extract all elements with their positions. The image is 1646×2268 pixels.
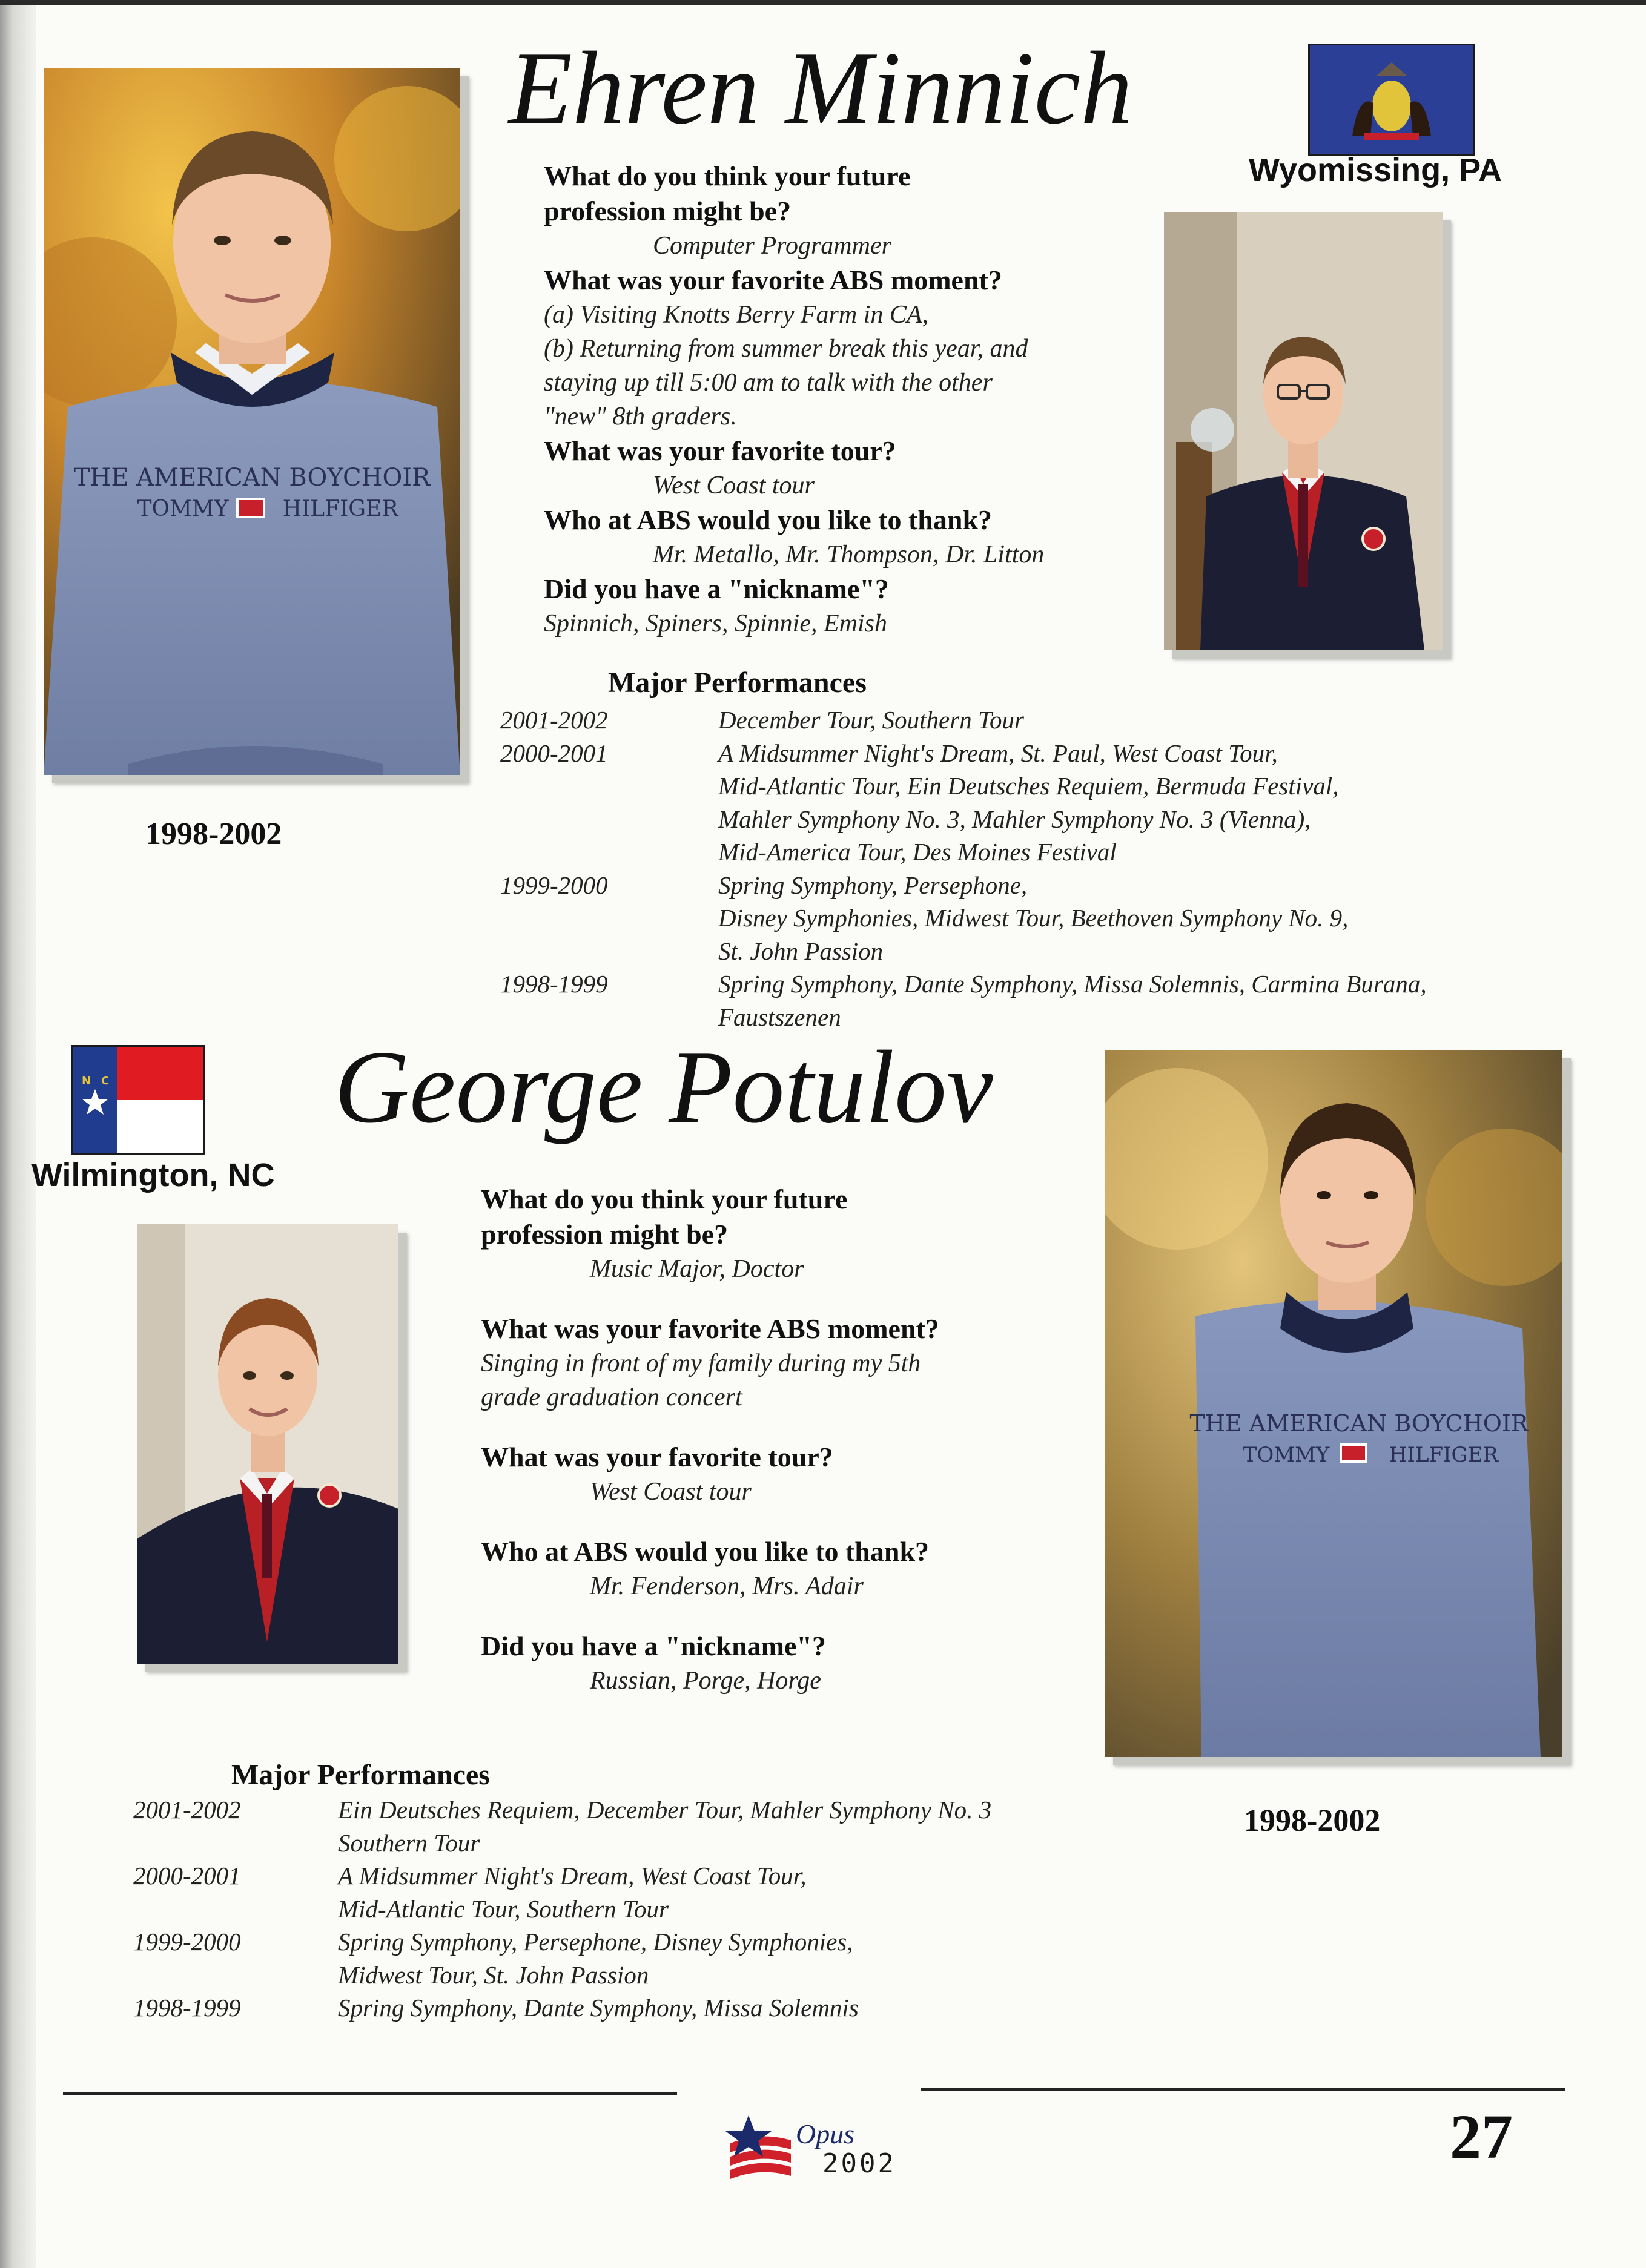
- performance-year: 2000-2001: [133, 1862, 241, 1890]
- performance-event: Southern Tour: [338, 1828, 480, 1857]
- performance-year: 1999-2000: [133, 1928, 241, 1956]
- answer-abs-moment-line1: Singing in front of my family during my 5th: [481, 1350, 921, 1377]
- performance-year: 2001-2002: [133, 1796, 241, 1824]
- performance-row: [133, 1991, 1102, 2025]
- student-name: George Potulov: [334, 1030, 993, 1145]
- questionnaire: [481, 1182, 1074, 1698]
- performance-event: Mid-Atlantic Tour, Southern Tour: [338, 1894, 669, 1923]
- performance-row: [500, 704, 1627, 737]
- question-favorite-tour: What was your favorite tour?: [481, 1442, 833, 1472]
- answer-favorite-tour: West Coast tour: [590, 1478, 752, 1506]
- performance-row: [500, 869, 1627, 968]
- performance-event: Disney Symphonies, Midwest Tour, Beethoven Symphony No. 9,: [718, 904, 1349, 932]
- page-number: 27: [1450, 2102, 1513, 2172]
- question-abs-moment: What was your favorite ABS moment?: [544, 265, 1002, 295]
- performance-event: December Tour, Southern Tour: [718, 706, 1024, 734]
- performance-year: 1998-1999: [133, 1994, 241, 2022]
- formal-portrait-illustration: [1164, 212, 1443, 650]
- answer-thank: Mr. Metallo, Mr. Thompson, Dr. Litton: [653, 541, 1045, 569]
- answer-favorite-tour: West Coast tour: [653, 472, 815, 499]
- performance-year: 2001-2002: [500, 706, 608, 734]
- answer-abs-moment-line2: grade graduation concert: [481, 1383, 742, 1411]
- performance-event: Mid-America Tour, Des Moines Festival: [718, 838, 1117, 866]
- performance-year: 2000-2001: [500, 739, 608, 767]
- answer-nickname: Spinnich, Spiners, Spinnie, Emish: [544, 610, 887, 638]
- performance-event: St. John Passion: [718, 937, 884, 965]
- performance-row: [133, 1925, 1102, 1991]
- book-spine-shadow: [0, 0, 36, 2268]
- question-favorite-tour: What was your favorite tour?: [544, 435, 896, 466]
- casual-portrait-photo: [1105, 1050, 1562, 1757]
- question-thank: Who at ABS would you like to thank?: [544, 504, 993, 535]
- answer-abs-moment-line1: (a) Visiting Knotts Berry Farm in CA,: [544, 301, 929, 329]
- casual-portrait-photo: [44, 68, 460, 775]
- performance-row: [133, 1793, 1102, 1859]
- answer-thank: Mr. Fenderson, Mrs. Adair: [590, 1572, 864, 1600]
- question-nickname: Did you have a "nickname"?: [544, 573, 889, 604]
- svg-text:N: N: [82, 1075, 91, 1087]
- portrait-illustration: [1105, 1050, 1562, 1757]
- opus-2002-logo: [724, 2113, 906, 2198]
- portrait-illustration: [44, 68, 460, 775]
- answer-nickname: Russian, Porge, Horge: [590, 1667, 821, 1695]
- performance-event: Spring Symphony, Persephone, Disney Symphonies,: [338, 1928, 853, 1956]
- performance-event: Spring Symphony, Persephone,: [718, 871, 1028, 899]
- performance-year: 1999-2000: [500, 871, 608, 899]
- answer-abs-moment-line2: (b) Returning from summer break this year, and: [544, 335, 1028, 363]
- flag-star-icon: [724, 2113, 797, 2192]
- performance-event: A Midsummer Night's Dream, St. Paul, West Coast Tour,: [718, 739, 1278, 767]
- performance-event: Ein Deutsches Requiem, December Tour, Mahler Symphony No. 3: [338, 1796, 992, 1824]
- sweater-brand-line1: THE AMERICAN BOYCHOIR: [73, 464, 431, 492]
- performance-row: [500, 968, 1627, 1033]
- student-name: Ehren Minnich: [509, 31, 1133, 146]
- question-abs-moment: What was your favorite ABS moment?: [481, 1313, 939, 1344]
- performance-event: Mid-Atlantic Tour, Ein Deutsches Requiem, Bermuda Festival,: [718, 772, 1339, 800]
- hometown-label: Wilmington, NC: [31, 1157, 275, 1193]
- sweater-brand-line2: TOMMY: [137, 496, 229, 521]
- sweater-brand-line3: HILFIGER: [282, 496, 398, 521]
- performance-event: Faustszenen: [718, 1003, 841, 1031]
- formal-portrait-photo: [1164, 212, 1443, 650]
- sweater-brand-line1: THE AMERICAN BOYCHOIR: [1189, 1410, 1529, 1437]
- logo-year: 2002: [822, 2148, 896, 2179]
- performance-event: Spring Symphony, Dante Symphony, Missa Solemnis: [338, 1994, 859, 2022]
- performance-row: [500, 737, 1627, 869]
- formal-portrait-illustration: [137, 1224, 398, 1664]
- performances-heading: Major Performances: [231, 1759, 490, 1791]
- answer-abs-moment-line4: "new" 8th graders.: [544, 403, 737, 430]
- performances-list: [500, 704, 1627, 1033]
- years-attended: 1998-2002: [145, 817, 282, 851]
- performance-year: 1998-1999: [500, 970, 608, 998]
- questionnaire: [544, 159, 1162, 641]
- pennsylvania-flag-icon: [1308, 44, 1475, 156]
- hometown-label: Wyomissing, PA: [1249, 152, 1502, 188]
- question-profession: What do you think your future profession might be?: [544, 160, 911, 226]
- sweater-brand-line2: TOMMY: [1243, 1443, 1330, 1467]
- svg-text:C: C: [101, 1075, 110, 1087]
- logo-wordmark: Opus: [796, 2118, 855, 2149]
- performances-heading: Major Performances: [608, 667, 867, 699]
- performance-row: [133, 1859, 1102, 1925]
- performances-list: [133, 1793, 1102, 2025]
- performance-event: A Midsummer Night's Dream, West Coast Tour,: [338, 1862, 807, 1890]
- performance-event: Mahler Symphony No. 3, Mahler Symphony No. 3 (Vienna),: [718, 805, 1311, 833]
- page-top-edge: [0, 0, 1646, 5]
- north-carolina-flag-icon: [71, 1045, 205, 1155]
- question-thank: Who at ABS would you like to thank?: [481, 1536, 930, 1567]
- formal-portrait-photo: [137, 1224, 398, 1664]
- question-nickname: Did you have a "nickname"?: [481, 1630, 826, 1661]
- sweater-brand-line3: HILFIGER: [1389, 1443, 1499, 1467]
- footer-rule-left: [63, 2092, 677, 2095]
- performance-event: Spring Symphony, Dante Symphony, Missa Solemnis, Carmina Burana,: [718, 970, 1427, 998]
- answer-abs-moment-line3: staying up till 5:00 am to talk with the other: [544, 369, 993, 397]
- answer-profession: Computer Programmer: [653, 232, 891, 260]
- years-attended: 1998-2002: [1244, 1804, 1381, 1838]
- footer-rule-right: [921, 2088, 1565, 2091]
- performance-event: Midwest Tour, St. John Passion: [338, 1960, 649, 1989]
- answer-profession: Music Major, Doctor: [590, 1255, 804, 1283]
- question-profession: What do you think your future profession might be?: [481, 1184, 848, 1250]
